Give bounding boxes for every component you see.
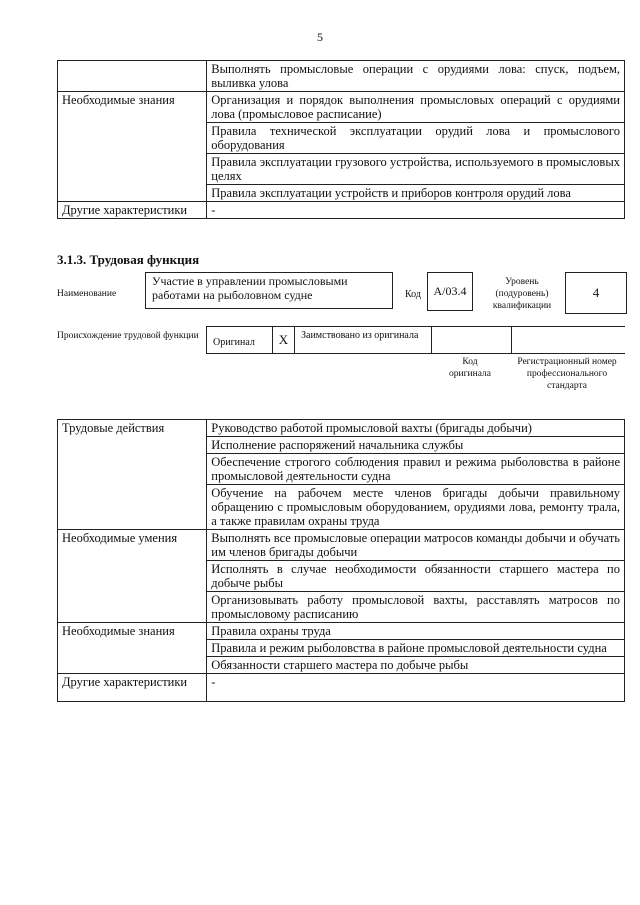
top-table xyxy=(57,60,625,219)
origin-label: Происхождение трудовой функции xyxy=(57,331,199,341)
table-row xyxy=(58,674,625,702)
table-cell: Обучение на рабочем месте членов бригады добычи правильному обращению с промысловым оборудованием, орудиями лова, ремонту трала, а также правилам охраны труда xyxy=(207,485,625,530)
origin-code-cell xyxy=(431,326,511,354)
original-label: Оригинал xyxy=(206,326,272,354)
origin-code-caption: Код оригинала xyxy=(449,357,491,379)
table-cell: - xyxy=(207,674,625,702)
table-row xyxy=(58,202,625,219)
table-cell: Исполнять в случае необходимости обязанности старшего мастера по добыче рыбы xyxy=(207,561,625,592)
table-cell: Организация и порядок выполнения промысловых операций с орудиями лова (промысловое расписание) xyxy=(207,92,625,123)
table-cell: Обеспечение строгого соблюдения правил и режима рыболовства в районе промысловой деятельности судна xyxy=(207,454,625,485)
reg-number-cell xyxy=(511,326,625,354)
table-cell: Обязанности старшего мастера по добыче рыбы xyxy=(207,657,625,674)
table-cell: Правила охраны труда xyxy=(207,623,625,640)
row-label: Необходимые знания xyxy=(58,623,207,674)
table-row xyxy=(58,530,625,561)
function-name-box: Участие в управлении промысловыми работами на рыболовном судне xyxy=(145,272,393,309)
page-number: 5 xyxy=(317,30,323,44)
bottom-table xyxy=(57,419,625,702)
borrowed-label: Заимствовано из оригинала xyxy=(295,326,431,354)
code-box: A/03.4 xyxy=(427,272,473,311)
name-label: Наименование xyxy=(57,289,117,299)
section-title: 3.1.3. Трудовая функция xyxy=(57,252,200,267)
level-label: Уровень (подуровень) квалификации xyxy=(492,277,552,311)
table-cell: Правила и режим рыболовства в районе промысловой деятельности судна xyxy=(207,640,625,657)
table-row xyxy=(58,623,625,640)
row-label xyxy=(58,61,207,92)
original-mark: X xyxy=(272,326,295,354)
table-row xyxy=(58,92,625,123)
reg-number-caption: Регистрационный номер профессионального стандарта xyxy=(517,357,617,391)
table-cell: Выполнять все промысловые операции матросов команды добычи и обучать им членов бригады добычи xyxy=(207,530,625,561)
table-cell: - xyxy=(207,202,625,219)
table-cell: Выполнять промысловые операции с орудиями лова: спуск, подъем, выливка улова xyxy=(207,61,625,92)
table-cell: Правила эксплуатации устройств и приборов контроля орудий лова xyxy=(207,185,625,202)
row-label: Другие характеристики xyxy=(58,202,207,219)
code-label: Код xyxy=(405,289,421,300)
table-row xyxy=(58,61,625,92)
row-label: Другие характеристики xyxy=(58,674,207,702)
table-cell: Правила эксплуатации грузового устройства, используемого в промысловых целях xyxy=(207,154,625,185)
row-label: Необходимые умения xyxy=(58,530,207,623)
row-label: Трудовые действия xyxy=(58,420,207,530)
row-label: Необходимые знания xyxy=(58,92,207,202)
table-cell: Правила технической эксплуатации орудий лова и промыслового оборудования xyxy=(207,123,625,154)
table-row xyxy=(58,420,625,437)
level-box: 4 xyxy=(565,272,627,314)
table-cell: Организовывать работу промысловой вахты, расставлять матросов по промысловому расписанию xyxy=(207,592,625,623)
table-cell: Руководство работой промысловой вахты (бригады добычи) xyxy=(207,420,625,437)
table-cell: Исполнение распоряжений начальника службы xyxy=(207,437,625,454)
